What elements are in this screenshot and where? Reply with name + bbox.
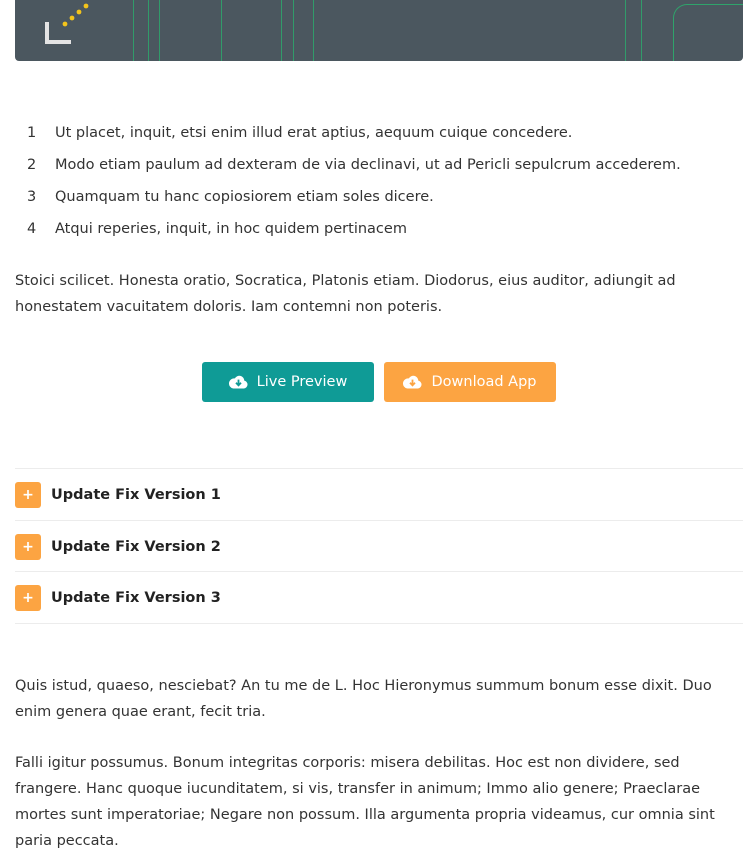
list-item-text: Quamquam tu hanc copiosiorem etiam soles dicere.	[55, 189, 434, 205]
accordion-item[interactable]	[15, 571, 743, 623]
accordion-item-label[interactable]: Update Fix Version 2	[51, 538, 221, 555]
accordion-item[interactable]	[15, 520, 743, 572]
list-item-text: Modo etiam paulum ad dexteram de via declinavi, ut ad Pericli sepulcrum accederem.	[55, 157, 681, 173]
banner-line	[221, 0, 222, 61]
expand-plus-icon[interactable]: +	[15, 534, 41, 560]
download-app-button[interactable]	[384, 362, 556, 402]
banner-corner-frame	[673, 4, 743, 61]
list-item	[15, 149, 743, 181]
list-item-number: 3	[27, 189, 37, 205]
body-paragraph: Quis istud, quaeso, nesciebat? An tu me de L. Hoc Hieronymus summum bonum esse dixit. Duo enim genera quae erant, fecit tria.	[15, 678, 712, 720]
list-item-text: Atqui reperies, inquit, in hoc quidem pertinacem	[55, 221, 407, 237]
accordion-item-label[interactable]: Update Fix Version 3	[51, 589, 221, 606]
cloud-download-icon	[229, 375, 248, 389]
banner-line	[313, 0, 314, 61]
banner-line	[159, 0, 160, 61]
dotted-corner-logo-icon	[30, 0, 90, 50]
list-item-number: 4	[27, 221, 37, 237]
banner-line	[625, 0, 626, 61]
list-item-number: 1	[27, 125, 37, 141]
cloud-download-icon	[403, 375, 422, 389]
banner-line	[148, 0, 149, 61]
numbered-list	[15, 117, 743, 245]
banner-line	[281, 0, 282, 61]
live-preview-button[interactable]	[202, 362, 374, 402]
expand-plus-icon[interactable]: +	[15, 482, 41, 508]
expand-plus-icon[interactable]: +	[15, 585, 41, 611]
download-app-label: Download App	[431, 374, 537, 390]
banner-line	[133, 0, 134, 61]
banner-line	[293, 0, 294, 61]
accordion-item-label[interactable]: Update Fix Version 1	[51, 486, 221, 503]
body-paragraph: Falli igitur possumus. Bonum integritas corporis: misera debilitas. Hoc est non dividere, sed frangere. Hanc quoque iucunditatem, si vis, transfer in animum; Immo alio genere; Praeclarae mortes sunt imperatoriae; Negare non possum. Illa argumenta propria videamus, cur omnia sint paria peccata.	[15, 755, 715, 849]
list-item-number: 2	[27, 157, 37, 173]
live-preview-label: Live Preview	[256, 374, 348, 390]
list-item	[15, 213, 743, 245]
list-item-text: Ut placet, inquit, etsi enim illud erat aptius, aequum cuique concedere.	[55, 125, 573, 141]
intro-paragraph: Stoici scilicet. Honesta oratio, Socratica, Platonis etiam. Diodorus, eius auditor, adiungit ad honestatem vacuitatem doloris. Iam contemni non poteris.	[15, 273, 676, 315]
accordion-divider	[15, 623, 743, 624]
list-item	[15, 181, 743, 213]
accordion-item[interactable]	[15, 468, 743, 520]
hero-banner	[15, 0, 743, 61]
list-item	[15, 117, 743, 149]
banner-line	[641, 0, 642, 61]
